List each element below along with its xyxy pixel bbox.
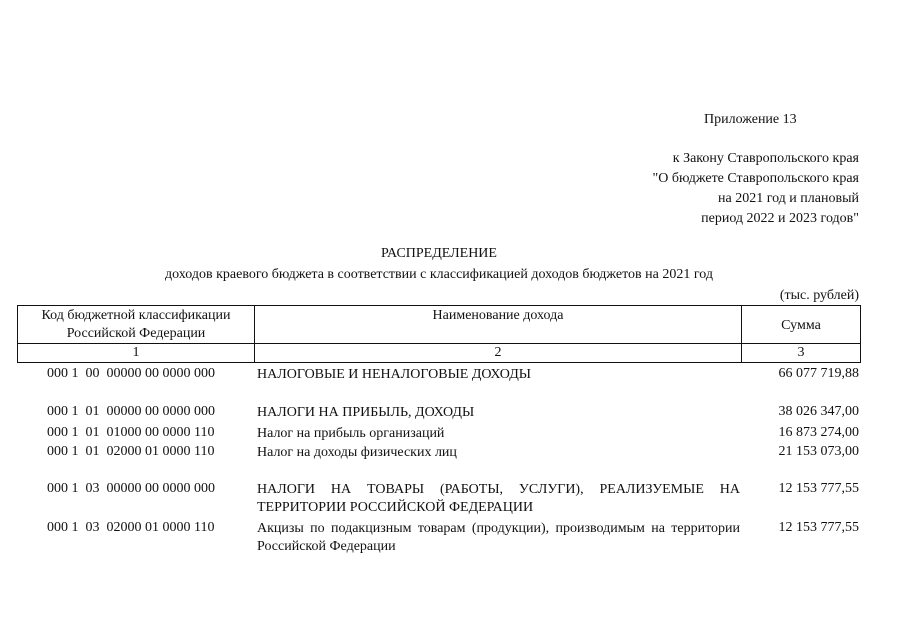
row-code: 000 1 03 02000 01 0000 110 [47,520,215,535]
row-name: НАЛОГОВЫЕ И НЕНАЛОГОВЫЕ ДОХОДЫ [257,367,531,382]
header-name: Наименование дохода [432,308,564,323]
header-code-line-2: Российской Федерации [66,326,206,341]
row-amount: 12 153 777,55 [778,481,859,496]
law-reference-line-3: на 2021 год и плановый [717,191,859,206]
header-border-bottom [17,362,861,363]
document-heading: РАСПРЕДЕЛЕНИЕ [381,246,497,261]
row-amount: 21 153 073,00 [778,444,859,459]
row-code: 000 1 01 00000 00 0000 000 [47,404,215,419]
column-number-2: 2 [494,345,502,360]
row-amount: 38 026 347,00 [778,404,859,419]
row-code: 000 1 01 01000 00 0000 110 [47,425,215,440]
row-code: 000 1 01 02000 01 0000 110 [47,444,215,459]
header-border-right [860,305,861,363]
row-amount: 12 153 777,55 [778,520,859,535]
law-reference-line-2: "О бюджете Ставропольского края [652,171,859,186]
law-reference-line-1: к Закону Ставропольского края [672,151,859,166]
row-amount: 66 077 719,88 [778,366,859,381]
row-name: НАЛОГИ НА ПРИБЫЛЬ, ДОХОДЫ [257,405,475,420]
header-code-line-1: Код бюджетной классификации [41,308,231,323]
document-subheading: доходов краевого бюджета в соответствии с классификацией доходов бюджетов на 2021 год [165,267,713,282]
units-label: (тыс. рублей) [779,288,859,303]
header-amount: Сумма [781,318,821,333]
header-code [18,307,254,343]
row-name: Акцизы по подакцизным товарам (продукции), производимым на территории Российской Федерации [257,521,740,554]
row-code: 000 1 00 00000 00 0000 000 [47,366,215,381]
appendix-title: Приложение 13 [704,112,797,127]
row-name: НАЛОГИ НА ТОВАРЫ (РАБОТЫ, УСЛУГИ), РЕАЛИЗУЕМЫЕ НА ТЕРРИТОРИИ РОССИЙСКОЙ ФЕДЕРАЦИИ [257,482,740,515]
column-number-1: 1 [132,345,140,360]
row-name: Налог на доходы физических лиц [257,445,457,460]
header-border-top [17,305,861,306]
column-number-3: 3 [797,345,805,360]
law-reference-line-4: период 2022 и 2023 годов" [701,211,859,226]
row-amount: 16 873 274,00 [778,425,859,440]
law-reference [653,149,859,229]
row-name: Налог на прибыль организаций [257,426,445,441]
row-code: 000 1 03 00000 00 0000 000 [47,481,215,496]
